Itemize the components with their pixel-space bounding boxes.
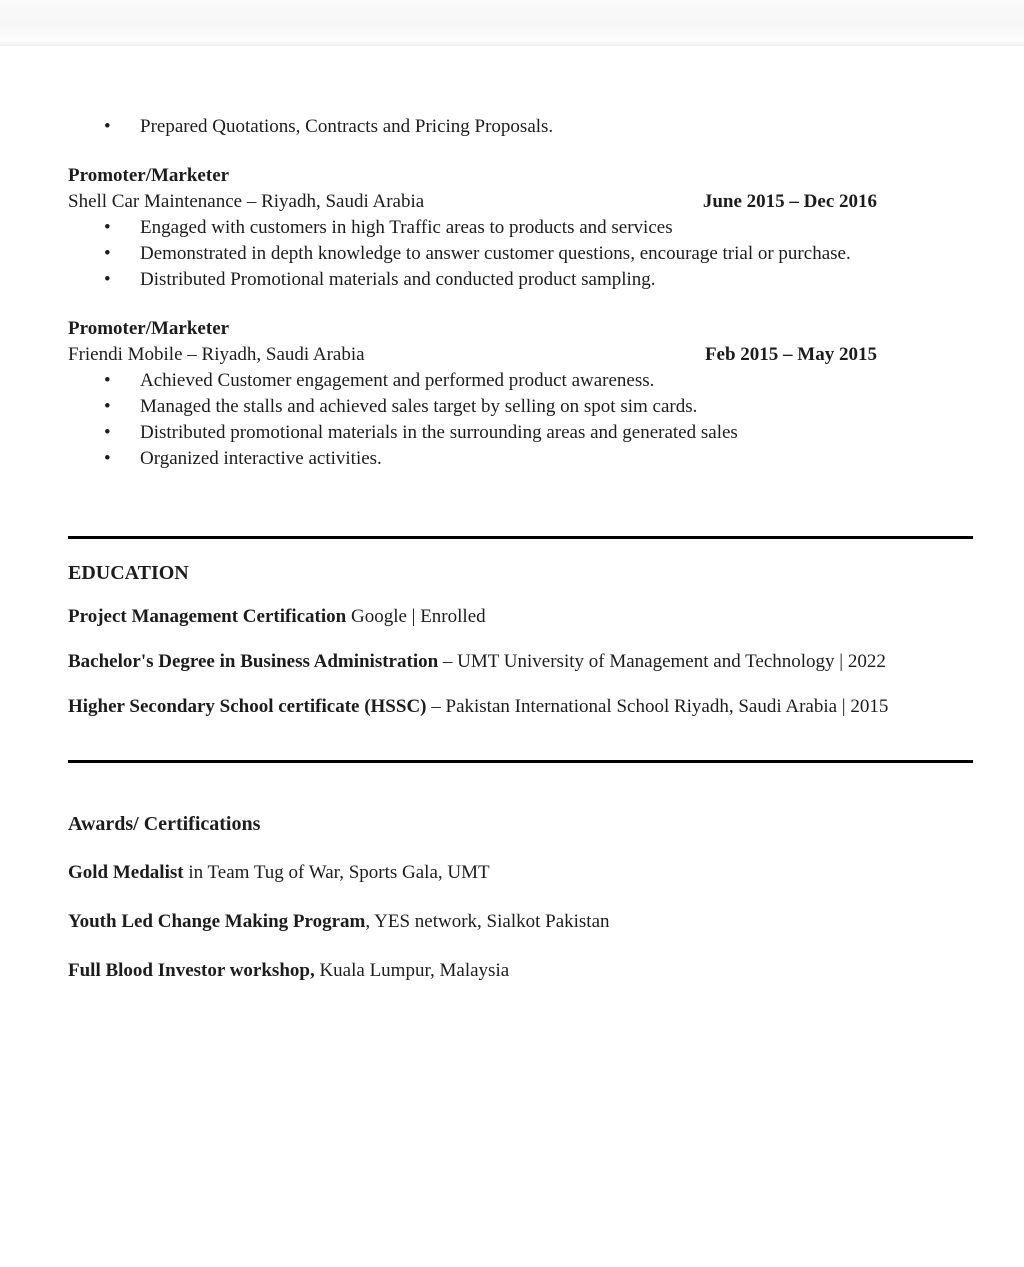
- job-company: Friendi Mobile – Riyadh, Saudi Arabia: [68, 344, 365, 365]
- job-bullet: [68, 368, 973, 394]
- bullet-text: Organized interactive activities.: [140, 448, 382, 469]
- education-item-title: Higher Secondary School certificate (HSSC): [68, 696, 427, 717]
- award-item: [68, 958, 973, 984]
- resume-document: [68, 0, 973, 1003]
- job-bullet: [68, 446, 973, 472]
- award-item-detail: , YES network, Sialkot Pakistan: [365, 911, 610, 932]
- education-item-detail: – Pakistan International School Riyadh, Saudi Arabia | 2015: [426, 696, 889, 717]
- bullet-text: Distributed Promotional materials and conducted product sampling.: [140, 269, 656, 290]
- section-divider: [68, 536, 973, 539]
- job-title: Promoter/Marketer: [68, 318, 230, 339]
- job-company-line: [68, 189, 973, 215]
- bullet-text: Managed the stalls and achieved sales target by selling on spot sim cards.: [140, 396, 698, 417]
- bullet-text: Distributed promotional materials in the surrounding areas and generated sales: [140, 422, 738, 443]
- job-bullet: [68, 114, 973, 140]
- job-bullet: [68, 394, 973, 420]
- award-item-title: Full Blood Investor workshop,: [68, 960, 315, 981]
- job-bullet-list: [68, 368, 973, 472]
- education-item-title: Project Management Certification: [68, 606, 347, 627]
- job-bullet: [68, 215, 973, 241]
- job-bullet: [68, 241, 973, 267]
- bullet-text: Engaged with customers in high Traffic areas to products and services: [140, 217, 673, 238]
- education-item-title: Bachelor's Degree in Business Administration: [68, 651, 439, 672]
- awards-section: [68, 811, 973, 984]
- award-item-title: Gold Medalist: [68, 862, 184, 883]
- job-bullet: [68, 420, 973, 446]
- intro-bullet-list: [68, 114, 973, 140]
- award-item-detail: in Team Tug of War, Sports Gala, UMT: [183, 862, 490, 883]
- job-title: Promoter/Marketer: [68, 165, 230, 186]
- education-item: [68, 649, 973, 675]
- education-section: [68, 560, 973, 720]
- job-entry-friendi: [68, 316, 973, 472]
- job-company: Shell Car Maintenance – Riyadh, Saudi Arabia: [68, 191, 425, 212]
- award-item-title: Youth Led Change Making Program: [68, 911, 366, 932]
- bullet-text: Demonstrated in depth knowledge to answer customer questions, encourage trial or purchase.: [140, 243, 851, 264]
- education-item-detail: Google | Enrolled: [346, 606, 486, 627]
- award-item-detail: Kuala Lumpur, Malaysia: [314, 960, 510, 981]
- job-dates: June 2015 – Dec 2016: [702, 191, 877, 212]
- education-heading: EDUCATION: [68, 562, 189, 584]
- bullet-text: Achieved Customer engagement and performed product awareness.: [140, 370, 655, 391]
- job-entry-shell: [68, 163, 973, 293]
- education-item: [68, 604, 973, 630]
- job-company-line: [68, 342, 973, 368]
- job-bullet-list: [68, 215, 973, 293]
- bullet-text: Prepared Quotations, Contracts and Pricing Proposals.: [140, 116, 554, 137]
- section-divider: [68, 760, 973, 763]
- job-bullet: [68, 267, 973, 293]
- awards-heading: Awards/ Certifications: [68, 813, 261, 835]
- award-item: [68, 860, 973, 886]
- education-item: [68, 694, 973, 720]
- award-item: [68, 909, 973, 935]
- education-item-detail: – UMT University of Management and Technology | 2022: [438, 651, 886, 672]
- job-dates: Feb 2015 – May 2015: [704, 344, 877, 365]
